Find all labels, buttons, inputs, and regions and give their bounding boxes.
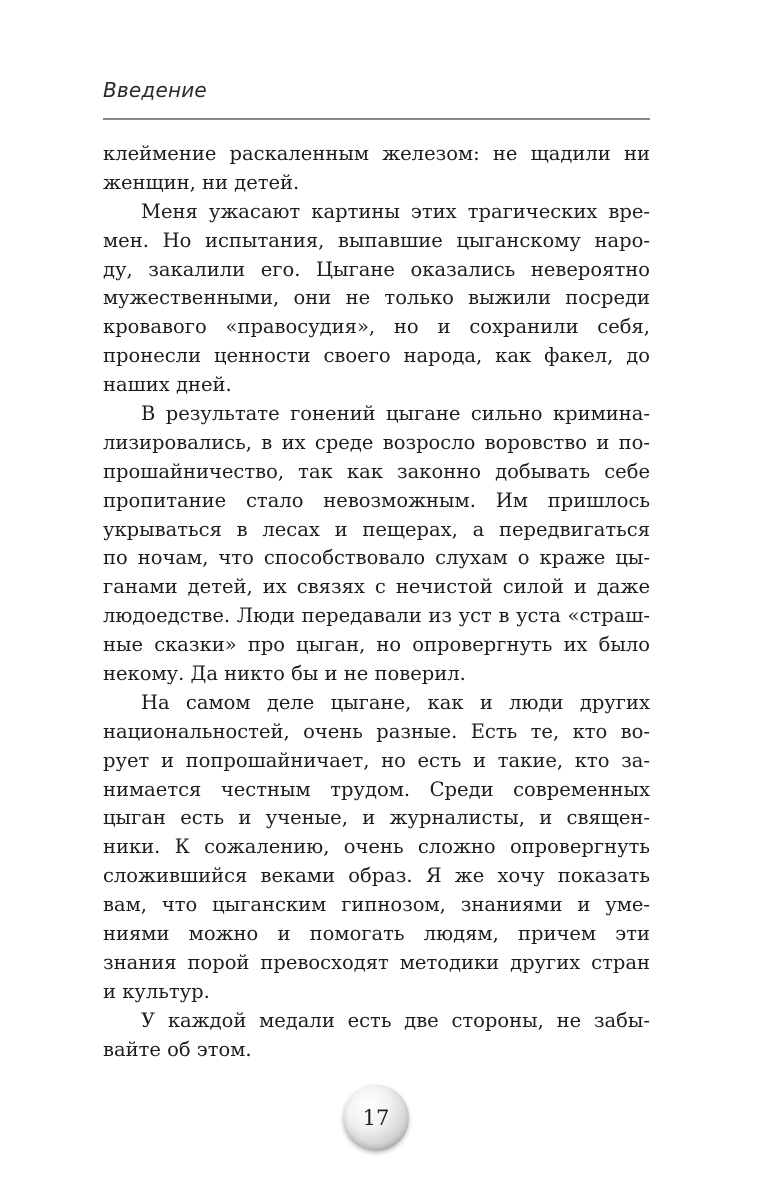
text-line: ные сказки» про цыган, но опровергнуть их было bbox=[103, 633, 650, 657]
text-line: мужественными, они не только выжили посреди bbox=[103, 286, 650, 310]
text-line: по ночам, что способствовало слухам о краже цы- bbox=[103, 546, 650, 570]
text-line: укрываться в лесах и пещерах, а передвигаться bbox=[103, 517, 650, 541]
text-line: знания порой превосходят методики других стран bbox=[103, 950, 650, 974]
page-number: 17 bbox=[362, 1106, 390, 1130]
text-line: пропитание стало невозможным. Им пришлось bbox=[103, 488, 650, 512]
text-line: цыган есть и ученые, и журналисты, и священ- bbox=[103, 806, 650, 830]
paragraph-first-line: В результате гонений цыгане сильно кримина- bbox=[141, 402, 650, 426]
text-line: национальностей, очень разные. Есть те, кто во- bbox=[103, 719, 650, 743]
text-line: некому. Да никто бы и не поверил. bbox=[103, 662, 466, 686]
running-head-title: Введение bbox=[103, 78, 207, 102]
text-line: ганами детей, их связях с нечистой силой и даже bbox=[103, 575, 650, 599]
header-rule bbox=[103, 118, 650, 120]
text-line: прошайничество, так как законно добывать себе bbox=[103, 459, 650, 483]
page-number-badge bbox=[343, 1085, 409, 1151]
text-line: нимается честным трудом. Среди современных bbox=[103, 777, 650, 801]
text-line: вайте об этом. bbox=[103, 1037, 252, 1061]
text-line: людоедстве. Люди передавали из уст в уста «страш- bbox=[103, 604, 650, 628]
text-line: ники. К сожалению, очень сложно опровергнуть bbox=[103, 835, 650, 859]
paragraph-first-line: Меня ужасают картины этих трагических вре- bbox=[141, 199, 650, 223]
text-line: кровавого «правосудия», но и сохранили себя, bbox=[103, 315, 650, 339]
text-line: ниями можно и помогать людям, причем эти bbox=[103, 922, 650, 946]
body-text bbox=[103, 140, 650, 1065]
text-line: ду, закалили его. Цыгане оказались невероятно bbox=[103, 257, 650, 281]
text-line: наших дней. bbox=[103, 373, 232, 397]
text-line: лизировались, в их среде возросло воровство и по- bbox=[103, 430, 650, 454]
text-line: клеймение раскаленным железом: не щадили ни bbox=[103, 142, 650, 165]
paragraph-first-line: На самом деле цыгане, как и люди других bbox=[141, 690, 650, 714]
text-line: и культур. bbox=[103, 979, 210, 1003]
text-line: пронесли ценности своего народа, как факел, до bbox=[103, 344, 650, 368]
text-line: рует и попрошайничает, но есть и такие, кто за- bbox=[103, 748, 650, 772]
text-line: мен. Но испытания, выпавшие цыганскому наро- bbox=[103, 228, 650, 252]
paragraph-first-line: У каждой медали есть две стороны, не забы- bbox=[141, 1008, 650, 1032]
text-line: женщин, ни детей. bbox=[103, 170, 300, 194]
text-line: сложившийся веками образ. Я же хочу показать bbox=[103, 864, 650, 888]
text-line: вам, что цыганским гипнозом, знаниями и уме- bbox=[103, 893, 650, 917]
